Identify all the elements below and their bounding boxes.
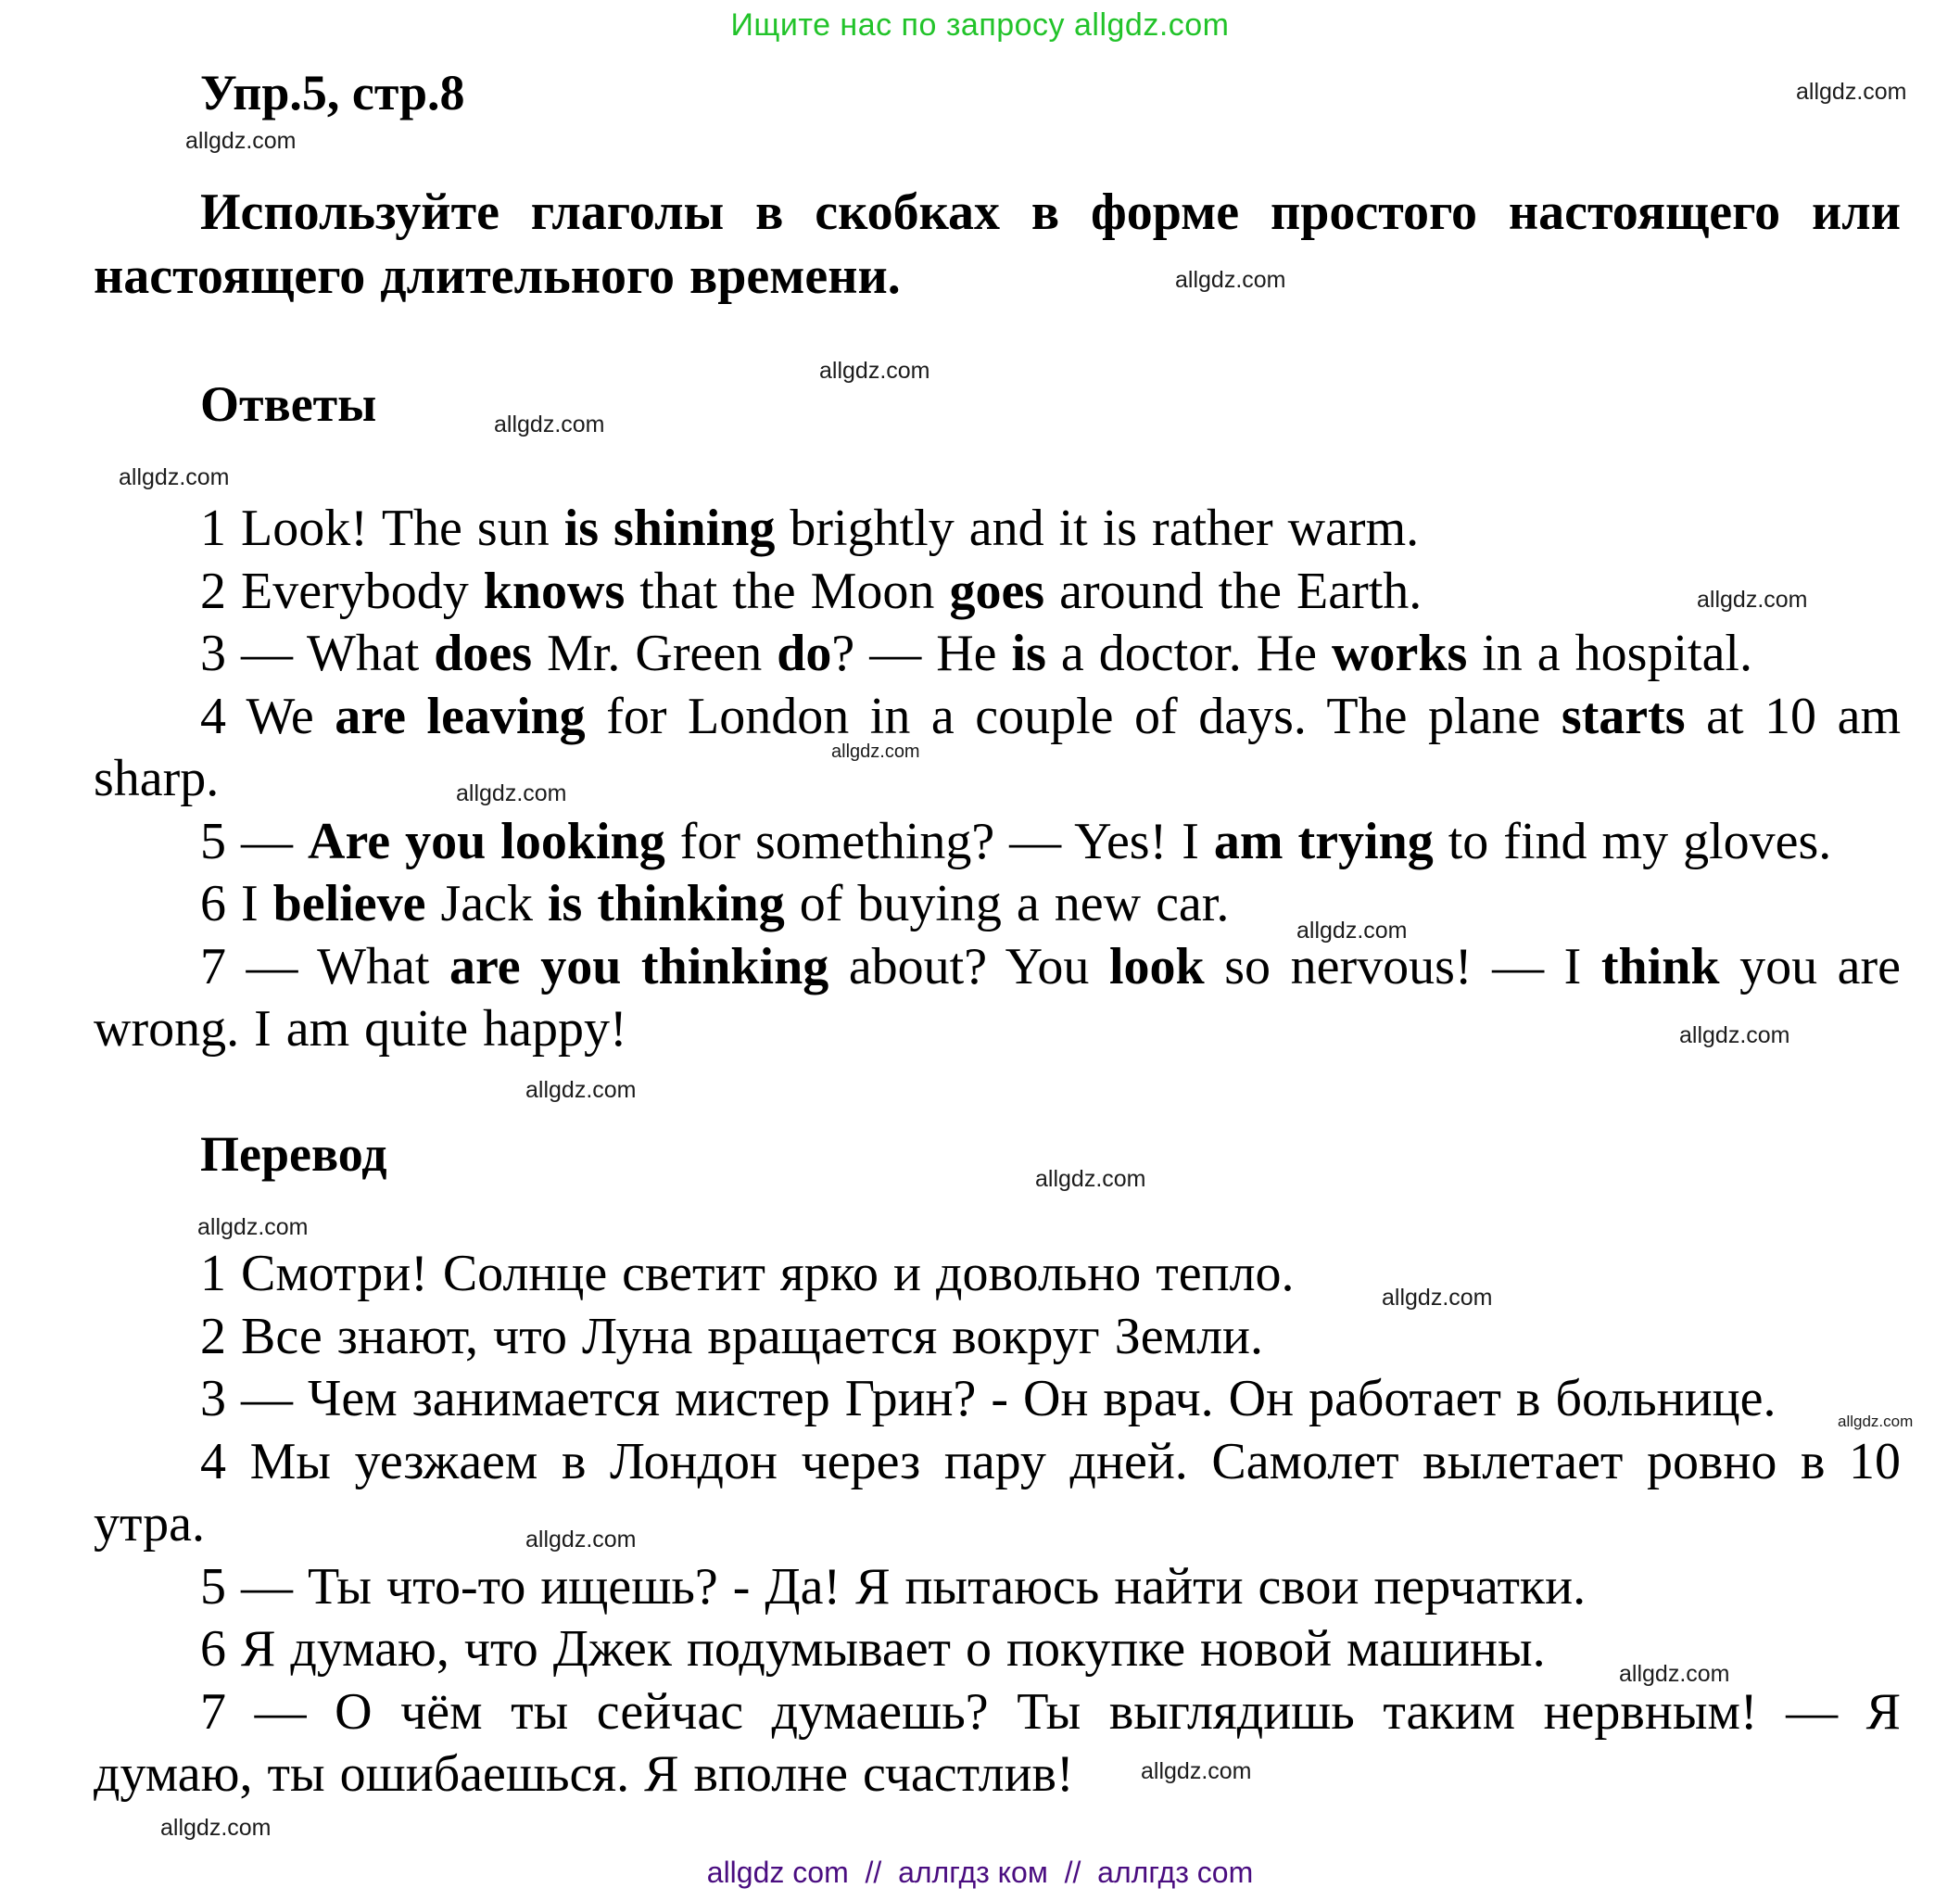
answer-line-2 [94, 561, 1901, 623]
watermark-text: allgdz.com [1141, 1758, 1252, 1784]
answer-text: about? You [828, 938, 1109, 995]
watermark-text: allgdz.com [1679, 1022, 1790, 1048]
translation-heading: Перевод [200, 1126, 387, 1182]
translation-line-7: 7 — О чём ты сейчас думаешь? Ты выглядишь таким нервным! — Я [200, 1683, 1901, 1741]
answer-text: in a hospital. [1467, 625, 1752, 682]
translation-line-6: 6 Я думаю, что Джек подумывает о покупке новой машины. [200, 1620, 1546, 1678]
answer-line-1 [94, 498, 1901, 560]
answer-text: wrong. I am quite happy! [94, 1000, 627, 1058]
task-text-line-1: Используйте глаголы в скобках в форме простого настоящего или [200, 184, 1901, 241]
answer-verb-bold: look [1108, 938, 1205, 995]
watermark-text: allgdz.com [1796, 79, 1907, 105]
footer-note: allgdz com // аллгдз ком // аллгдз com [706, 1856, 1254, 1889]
answer-line-4-cont [94, 748, 1901, 810]
watermark-text: allgdz.com [819, 358, 930, 384]
answer-text: at 10 am [1685, 688, 1901, 745]
answers-heading: Ответы [200, 376, 377, 432]
answer-verb-bold: does [434, 625, 533, 682]
watermark-text: allgdz.com [456, 780, 567, 806]
promo-header: Ищите нас по запросу allgdz.com [730, 7, 1230, 43]
answer-verb-bold: are leaving [335, 688, 586, 745]
answer-verb-bold: goes [949, 563, 1045, 620]
answer-text: for London in a couple of days. The plane [585, 688, 1562, 745]
answer-text: 1 Look! The sun [200, 500, 564, 557]
answer-text: 7 — What [200, 938, 449, 995]
translation-line-5: 5 — Ты что-то ищешь? - Да! Я пытаюсь найти свои перчатки. [200, 1558, 1587, 1616]
answer-line-3 [94, 623, 1901, 685]
watermark-text: allgdz.com [1035, 1166, 1146, 1192]
watermark-text: allgdz.com [1838, 1413, 1914, 1430]
answer-text: sharp. [94, 750, 220, 807]
answer-verb-bold: knows [483, 563, 626, 620]
answer-text: that the Moon [625, 563, 950, 620]
task-text-line-2: настоящего длительного времени. [94, 247, 901, 305]
watermark-text: allgdz.com [1296, 918, 1408, 944]
answer-text: a doctor. He [1045, 625, 1333, 682]
answer-text: to find my gloves. [1433, 813, 1832, 870]
answer-text: so nervous! — I [1204, 938, 1601, 995]
answer-verb-bold: is thinking [548, 875, 785, 932]
answer-text: 4 We [200, 688, 335, 745]
translation-line-4: 4 Мы уезжаем в Лондон через пару дней. Самолет вылетает ровно в 10 [200, 1433, 1901, 1490]
answer-text: Mr. Green [532, 625, 778, 682]
answer-text: around the Earth. [1044, 563, 1423, 620]
watermark-text: allgdz.com [119, 464, 230, 490]
watermark-text: allgdz.com [1382, 1285, 1493, 1311]
answer-text: Jack [425, 875, 548, 932]
answer-verb-bold: is shining [563, 500, 776, 557]
answer-verb-bold: am trying [1213, 813, 1434, 870]
answer-text: for something? — Yes! I [664, 813, 1214, 870]
watermark-text: allgdz.com [525, 1527, 637, 1552]
answer-text: 2 Everybody [200, 563, 484, 620]
watermark-text: allgdz.com [1175, 267, 1286, 293]
answer-line-4 [94, 686, 1901, 748]
watermark-text: allgdz.com [160, 1815, 272, 1841]
answer-verb-bold: starts [1561, 688, 1686, 745]
answer-verb-bold: do [777, 625, 832, 682]
watermark-text: allgdz.com [1619, 1661, 1730, 1687]
translation-line-3: 3 — Чем занимается мистер Грин? - Он врач. Он работает в больнице. [200, 1370, 1777, 1427]
watermark-text: allgdz.com [494, 412, 605, 437]
answer-verb-bold: are you thinking [449, 938, 829, 995]
watermark-text: allgdz.com [1697, 587, 1808, 613]
watermark-text: allgdz.com [831, 741, 920, 762]
translation-line-1: 1 Смотри! Солнце светит ярко и довольно тепло. [200, 1245, 1295, 1302]
translation-line-2: 2 Все знают, что Луна вращается вокруг Земли. [200, 1308, 1264, 1365]
answer-text: brightly and it is rather warm. [775, 500, 1420, 557]
translation-line-4-cont: утра. [94, 1495, 206, 1552]
answer-verb-bold: Are you looking [308, 813, 665, 870]
answer-line-6 [94, 873, 1901, 935]
watermark-text: allgdz.com [197, 1214, 309, 1240]
answer-text: you are [1719, 938, 1902, 995]
watermark-text: allgdz.com [185, 128, 297, 154]
answer-verb-bold: believe [272, 875, 426, 932]
answer-verb-bold: is [1011, 625, 1046, 682]
translation-line-7-cont: думаю, ты ошибаешься. Я вполне счастлив! [94, 1745, 1074, 1803]
answer-line-7 [94, 936, 1901, 998]
watermark-text: allgdz.com [525, 1077, 637, 1103]
answer-text: of buying a new car. [784, 875, 1230, 932]
answer-text: 6 I [200, 875, 273, 932]
answer-text: 3 — What [200, 625, 435, 682]
answer-line-5 [94, 811, 1901, 873]
answer-verb-bold: works [1332, 625, 1468, 682]
answer-line-7-cont [94, 998, 1901, 1060]
answer-verb-bold: think [1600, 938, 1720, 995]
answer-text: 5 — [200, 813, 308, 870]
exercise-title: Упр.5, стр.8 [200, 65, 465, 120]
answer-text: ? — He [831, 625, 1012, 682]
